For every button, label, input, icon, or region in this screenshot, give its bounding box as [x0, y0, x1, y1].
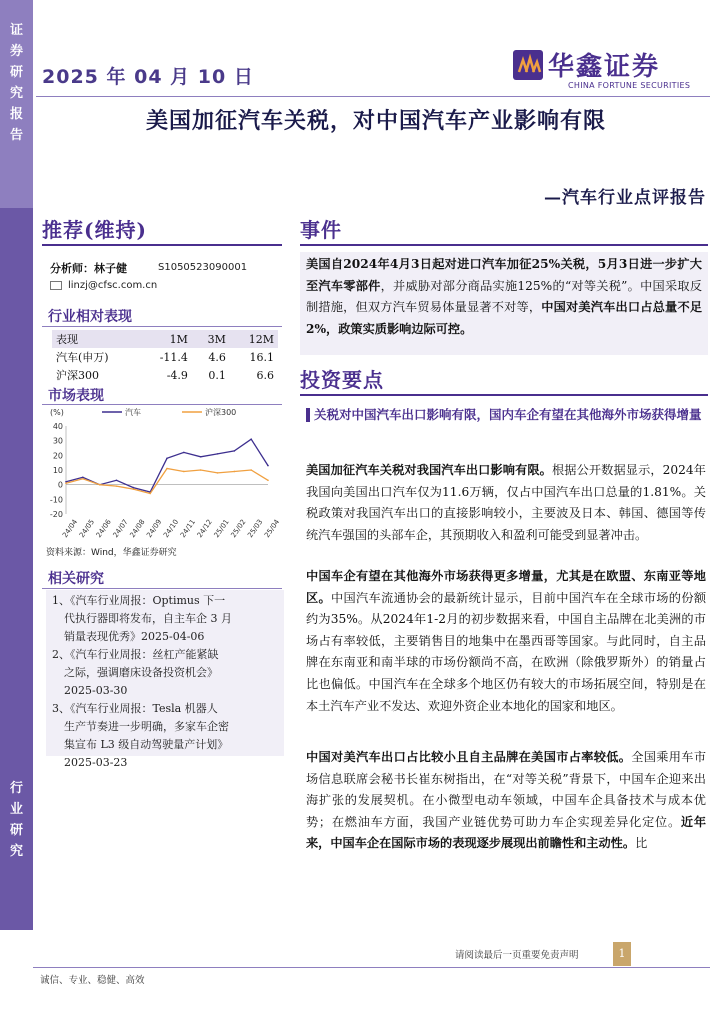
invest-title: 投资要点 — [300, 368, 384, 392]
series-line — [66, 469, 268, 494]
perf-header-cell: 1M — [140, 330, 192, 348]
data-point — [217, 472, 219, 474]
perf-cell: 16.1 — [249, 350, 274, 364]
data-point — [65, 482, 67, 484]
legend-label: 汽车 — [125, 408, 141, 417]
market-chart — [42, 404, 282, 544]
page-number: 1 — [613, 942, 631, 966]
data-point — [183, 471, 185, 473]
data-point — [82, 478, 84, 480]
x-tick-label: 24/08 — [128, 518, 147, 540]
y-tick-label: -10 — [49, 495, 63, 505]
perf-title: 行业相对表现 — [48, 309, 132, 325]
analyst-name: 分析师：林子健 — [50, 262, 127, 275]
x-tick-label: 25/03 — [246, 518, 265, 540]
bullet-title: 关税对中国汽车出口影响有限，国内车企有望在其他海外市场获得增量 — [314, 407, 702, 422]
x-tick-label: 24/05 — [77, 518, 97, 540]
report-title: 美国加征汽车关税，对中国汽车产业影响有限 — [145, 108, 606, 134]
company-logo-icon — [513, 50, 543, 80]
market-title: 市场表现 — [48, 388, 104, 404]
y-tick-label: 20 — [52, 451, 63, 461]
perf-cell: 0.1 — [208, 368, 226, 382]
event-divider — [300, 244, 708, 246]
y-tick-label: 30 — [52, 436, 63, 446]
industry-research-vertical: 行 业 研 究 — [9, 781, 23, 859]
y-tick-label: 40 — [52, 422, 63, 431]
perf-cell: -11.4 — [159, 350, 188, 364]
perf-header-cell: 12M — [230, 330, 278, 348]
x-tick-label: 24/09 — [145, 518, 164, 540]
perf-cell: -4.9 — [166, 368, 188, 382]
perf-cell: 4.6 — [208, 350, 226, 364]
y-tick-label: 0 — [57, 480, 63, 490]
data-point — [133, 488, 135, 490]
report-subtitle: —汽车行业点评报告 — [544, 188, 706, 208]
para-3: 中国对美汽车出口占比较小且自主品牌在美国市占率较低。全国乘用车市场信息联席会秘书长崔东树指出，在“对等关税”背景下，中国车企迎来出海扩张的发展契机。在小微型电动车领域，中国车企具备技术与成本优势；在燃油车方面，我国产业链优势可助力车企实现差异化定位。近年来，中国车企在国际市场的表现逐步展现出前瞻性和主动性。比 — [306, 750, 707, 851]
header-divider — [36, 96, 710, 97]
related-title: 相关研究 — [48, 571, 104, 587]
chart-source: 资料来源：Wind，华鑫证券研究 — [46, 548, 177, 558]
x-tick-label: 24/07 — [111, 518, 130, 540]
data-point — [200, 456, 202, 458]
bullet-marker-icon — [306, 408, 310, 422]
footer-divider — [33, 967, 710, 968]
related-divider — [42, 588, 282, 589]
data-point — [234, 450, 236, 452]
x-tick-label: 25/04 — [263, 518, 282, 540]
para-2: 中国车企有望在其他海外市场获得更多增量，尤其是在欧盟、东南亚等地区。中国汽车流通协会的最新统计显示，目前中国汽车在全球市场的份额约为35%。从2024年1-2月的初步数据来看，中国自主品牌在北美洲的市场占有率较低，主要销售目的地集中在墨西哥等国家。与此同时，自主品牌在东南亚和南半球的市场份额尚不高，在欧洲（除俄罗斯外）的销量占比也偏低。中国汽车在全球多个地区仍有较大的市场拓展空间，特别是在本土汽车产业不发达、欢迎外资企业本地化的国家和地区。 — [306, 569, 707, 713]
data-point — [234, 471, 236, 473]
disclaimer-note[interactable]: 请阅读最后一页重要免责声明 — [455, 950, 579, 961]
chart-ylabel: (%) — [50, 408, 64, 417]
related-item[interactable]: 1、《汽车行业周报：Optimus 下一 代执行器即将发布，自主车企 3 月 销量表现优秀》2025-04-06 — [52, 594, 232, 643]
perf-header-cell: 表现 — [52, 330, 140, 348]
y-tick-label: -20 — [49, 510, 63, 519]
data-point — [99, 484, 101, 486]
data-point — [133, 487, 135, 489]
data-point — [166, 457, 168, 459]
data-point — [250, 438, 252, 440]
x-tick-label: 25/02 — [229, 518, 248, 540]
rating-divider — [42, 244, 282, 246]
x-tick-label: 24/04 — [61, 518, 80, 540]
perf-cell: 6.6 — [256, 368, 274, 382]
report-date: 2025 年 04 月 10 日 — [42, 66, 254, 88]
data-point — [65, 481, 67, 483]
data-point — [183, 452, 185, 454]
x-tick-label: 24/12 — [195, 518, 214, 540]
x-tick-label: 24/10 — [162, 518, 181, 540]
company-logo-english: CHINA FORTUNE SECURITIES — [568, 81, 691, 90]
data-point — [116, 479, 118, 481]
data-point — [250, 469, 252, 471]
legend-label: 沪深300 — [205, 408, 237, 417]
perf-header-row — [52, 330, 278, 348]
perf-table — [52, 330, 278, 384]
perf-row — [52, 348, 278, 366]
related-list — [46, 590, 284, 769]
data-point — [217, 453, 219, 455]
rating: 推荐(维持) — [42, 218, 147, 242]
company-logo-text: 华鑫证券 — [548, 52, 661, 82]
related-item[interactable]: 3、《汽车行业周报：Tesla 机器人 生产节奏进一步明确，多家车企密 集宣布 L3 级自动驾驶量产计划》 2025-03-23 — [52, 702, 229, 769]
email-icon — [50, 281, 62, 290]
perf-row — [52, 366, 278, 384]
report-type-vertical: 证 券 研 究 报 告 — [9, 23, 23, 143]
event-title: 事件 — [300, 218, 342, 242]
analyst-id: S1050523090001 — [158, 262, 248, 273]
data-point — [116, 485, 118, 487]
para-1: 美国加征汽车关税对我国汽车出口影响有限。根据公开数据显示，2024年我国向美国出口汽车仅为11.6万辆，仅占中国汽车出口总量的1.81%。关税政策对我国汽车出口的直接影响较小，主要波及日本、韩国、德国等传统汽车强国的头部车企，其预期收入和盈利可能受到显著冲击。 — [306, 463, 706, 542]
data-point — [149, 493, 151, 495]
data-point — [267, 479, 269, 481]
data-point — [82, 477, 84, 479]
y-tick-label: 10 — [52, 466, 63, 475]
x-tick-label: 24/06 — [94, 518, 113, 540]
related-item[interactable]: 2、《汽车行业周报：丝杠产能紧缺 之际，强调磨床设备投资机会》 2025-03-30 — [52, 648, 219, 697]
data-point — [166, 468, 168, 470]
x-tick-label: 25/01 — [212, 518, 231, 540]
invest-divider — [300, 394, 708, 396]
analyst-email[interactable]: linzj@cfsc.com.cn — [68, 280, 158, 291]
perf-divider — [42, 326, 282, 327]
perf-header-cell: 3M — [192, 330, 230, 348]
perf-cell: 汽车(申万) — [56, 351, 109, 364]
company-motto: 诚信、专业、稳健、高效 — [40, 975, 145, 986]
perf-cell: 沪深300 — [56, 369, 99, 382]
x-tick-label: 24/11 — [178, 518, 198, 540]
event-text: 美国自2024年4月3日起对进口汽车加征25%关税，5月3日进一步扩大至汽车零部件，并威胁对部分商品实施125%的“对等关税”。中国采取反制措施，但双方汽车贸易体量显著不对等，中国对美汽车出口占总量不足2%，政策实质影响边际可控。 — [306, 257, 703, 336]
data-point — [200, 469, 202, 471]
data-point — [267, 465, 269, 467]
